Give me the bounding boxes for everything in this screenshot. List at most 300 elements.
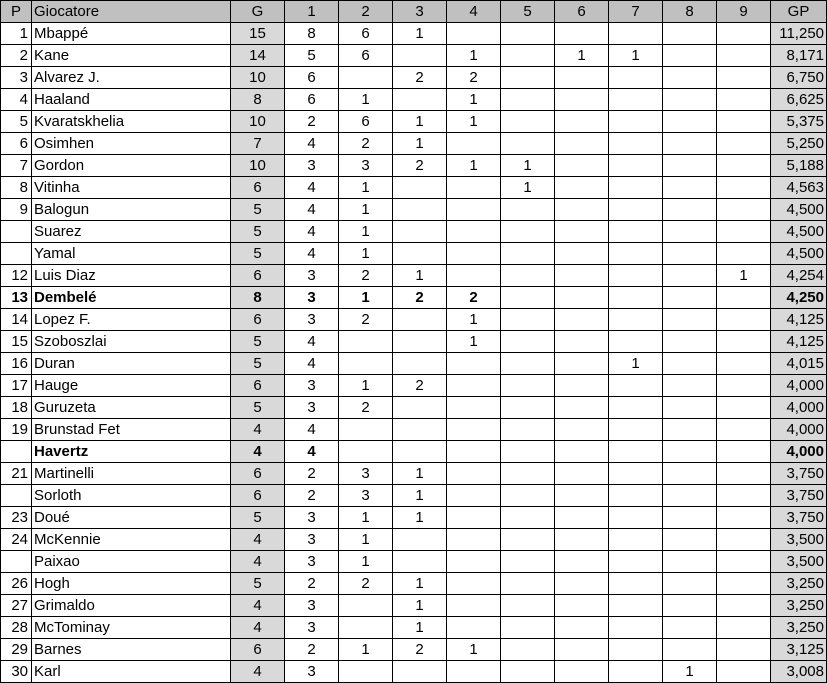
count-cell-2: 1 <box>339 287 393 309</box>
count-cell-7 <box>609 419 663 441</box>
count-cell-8 <box>663 89 717 111</box>
goals-cell: 5 <box>231 573 285 595</box>
count-cell-2 <box>339 595 393 617</box>
count-cell-7: 1 <box>609 45 663 67</box>
position-cell: 29 <box>1 639 32 661</box>
gp-cell: 3,125 <box>771 639 827 661</box>
count-cell-8 <box>663 133 717 155</box>
count-cell-7 <box>609 133 663 155</box>
count-cell-1: 4 <box>285 177 339 199</box>
count-cell-5 <box>501 551 555 573</box>
player-name-cell: Hogh <box>32 573 231 595</box>
count-cell-4 <box>447 177 501 199</box>
count-cell-7 <box>609 507 663 529</box>
table-body <box>1 23 827 683</box>
position-cell: 16 <box>1 353 32 375</box>
player-name-cell: Mbappé <box>32 23 231 45</box>
count-cell-3 <box>393 221 447 243</box>
count-cell-1: 3 <box>285 397 339 419</box>
count-cell-8 <box>663 397 717 419</box>
count-cell-3: 1 <box>393 617 447 639</box>
gp-cell: 4,000 <box>771 375 827 397</box>
goals-cell: 10 <box>231 67 285 89</box>
count-cell-5 <box>501 419 555 441</box>
count-cell-1: 3 <box>285 287 339 309</box>
count-cell-6 <box>555 507 609 529</box>
count-cell-9 <box>717 639 771 661</box>
gp-cell: 5,250 <box>771 133 827 155</box>
count-cell-9 <box>717 133 771 155</box>
position-cell: 13 <box>1 287 32 309</box>
count-cell-5 <box>501 507 555 529</box>
count-cell-5 <box>501 529 555 551</box>
gp-cell: 5,375 <box>771 111 827 133</box>
table-row <box>1 551 827 573</box>
player-name-cell: Suarez <box>32 221 231 243</box>
count-cell-1: 2 <box>285 485 339 507</box>
count-cell-9 <box>717 221 771 243</box>
count-cell-1: 2 <box>285 463 339 485</box>
count-cell-1: 3 <box>285 551 339 573</box>
count-cell-9: 1 <box>717 265 771 287</box>
header-goals: G <box>231 1 285 23</box>
count-cell-2: 1 <box>339 551 393 573</box>
count-cell-9 <box>717 353 771 375</box>
count-cell-6 <box>555 661 609 683</box>
position-cell <box>1 441 32 463</box>
count-cell-2 <box>339 67 393 89</box>
count-cell-2 <box>339 419 393 441</box>
count-cell-4: 1 <box>447 45 501 67</box>
goals-cell: 8 <box>231 89 285 111</box>
count-cell-1: 4 <box>285 243 339 265</box>
table-row <box>1 397 827 419</box>
count-cell-8 <box>663 353 717 375</box>
count-cell-4: 1 <box>447 331 501 353</box>
count-cell-3: 1 <box>393 133 447 155</box>
goals-cell: 10 <box>231 111 285 133</box>
count-cell-3 <box>393 177 447 199</box>
table-row <box>1 309 827 331</box>
count-cell-5 <box>501 243 555 265</box>
header-col-9: 9 <box>717 1 771 23</box>
player-name-cell: Grimaldo <box>32 595 231 617</box>
count-cell-1: 4 <box>285 441 339 463</box>
count-cell-3 <box>393 331 447 353</box>
player-name-cell: McKennie <box>32 529 231 551</box>
count-cell-3: 2 <box>393 639 447 661</box>
count-cell-6 <box>555 485 609 507</box>
count-cell-6 <box>555 375 609 397</box>
count-cell-5 <box>501 309 555 331</box>
count-cell-3 <box>393 397 447 419</box>
player-name-cell: Osimhen <box>32 133 231 155</box>
count-cell-4 <box>447 133 501 155</box>
table-row <box>1 529 827 551</box>
player-name-cell: Gordon <box>32 155 231 177</box>
count-cell-8 <box>663 573 717 595</box>
count-cell-3 <box>393 551 447 573</box>
count-cell-7 <box>609 243 663 265</box>
count-cell-8 <box>663 375 717 397</box>
count-cell-2: 1 <box>339 89 393 111</box>
player-name-cell: Szoboszlai <box>32 331 231 353</box>
count-cell-6: 1 <box>555 45 609 67</box>
position-cell: 19 <box>1 419 32 441</box>
count-cell-6 <box>555 243 609 265</box>
table-row <box>1 199 827 221</box>
position-cell: 23 <box>1 507 32 529</box>
player-name-cell: Dembelé <box>32 287 231 309</box>
count-cell-3 <box>393 309 447 331</box>
count-cell-8 <box>663 463 717 485</box>
count-cell-4 <box>447 441 501 463</box>
count-cell-7 <box>609 177 663 199</box>
count-cell-7 <box>609 617 663 639</box>
position-cell: 2 <box>1 45 32 67</box>
count-cell-4 <box>447 397 501 419</box>
table-row <box>1 89 827 111</box>
count-cell-4 <box>447 507 501 529</box>
table-row <box>1 353 827 375</box>
table-row <box>1 243 827 265</box>
position-cell: 21 <box>1 463 32 485</box>
count-cell-8 <box>663 485 717 507</box>
count-cell-9 <box>717 67 771 89</box>
gp-cell: 4,563 <box>771 177 827 199</box>
count-cell-3: 1 <box>393 485 447 507</box>
count-cell-4 <box>447 529 501 551</box>
goals-cell: 6 <box>231 639 285 661</box>
gp-cell: 4,000 <box>771 441 827 463</box>
count-cell-6 <box>555 595 609 617</box>
position-cell: 5 <box>1 111 32 133</box>
header-gp: GP <box>771 1 827 23</box>
count-cell-2: 1 <box>339 177 393 199</box>
count-cell-9 <box>717 617 771 639</box>
count-cell-3: 2 <box>393 67 447 89</box>
count-cell-6 <box>555 89 609 111</box>
count-cell-3: 1 <box>393 23 447 45</box>
count-cell-1: 4 <box>285 133 339 155</box>
count-cell-9 <box>717 111 771 133</box>
count-cell-1: 4 <box>285 353 339 375</box>
count-cell-4 <box>447 617 501 639</box>
player-name-cell: Haaland <box>32 89 231 111</box>
count-cell-7 <box>609 287 663 309</box>
position-cell: 7 <box>1 155 32 177</box>
count-cell-7 <box>609 463 663 485</box>
gp-cell: 4,000 <box>771 397 827 419</box>
count-cell-3: 1 <box>393 573 447 595</box>
count-cell-2: 6 <box>339 111 393 133</box>
count-cell-6 <box>555 221 609 243</box>
header-col-5: 5 <box>501 1 555 23</box>
count-cell-4: 2 <box>447 287 501 309</box>
count-cell-8 <box>663 23 717 45</box>
count-cell-5 <box>501 639 555 661</box>
table-row <box>1 463 827 485</box>
position-cell: 27 <box>1 595 32 617</box>
player-name-cell: Kane <box>32 45 231 67</box>
count-cell-5 <box>501 23 555 45</box>
count-cell-2 <box>339 331 393 353</box>
count-cell-5 <box>501 441 555 463</box>
count-cell-4 <box>447 221 501 243</box>
count-cell-8 <box>663 419 717 441</box>
count-cell-8 <box>663 639 717 661</box>
position-cell: 18 <box>1 397 32 419</box>
table-row <box>1 155 827 177</box>
count-cell-1: 3 <box>285 529 339 551</box>
gp-cell: 3,750 <box>771 507 827 529</box>
count-cell-4: 2 <box>447 67 501 89</box>
count-cell-3 <box>393 661 447 683</box>
count-cell-9 <box>717 551 771 573</box>
table-row <box>1 67 827 89</box>
count-cell-2: 1 <box>339 221 393 243</box>
count-cell-1: 6 <box>285 89 339 111</box>
count-cell-7 <box>609 221 663 243</box>
count-cell-8 <box>663 199 717 221</box>
count-cell-4 <box>447 199 501 221</box>
header-position: P <box>1 1 32 23</box>
count-cell-6 <box>555 23 609 45</box>
count-cell-4: 1 <box>447 111 501 133</box>
count-cell-7 <box>609 639 663 661</box>
count-cell-9 <box>717 287 771 309</box>
gp-cell: 4,500 <box>771 199 827 221</box>
count-cell-4 <box>447 243 501 265</box>
table-row <box>1 331 827 353</box>
position-cell: 12 <box>1 265 32 287</box>
gp-cell: 3,750 <box>771 485 827 507</box>
count-cell-9 <box>717 177 771 199</box>
count-cell-1: 4 <box>285 199 339 221</box>
gp-cell: 4,125 <box>771 331 827 353</box>
count-cell-9 <box>717 529 771 551</box>
table-row <box>1 661 827 683</box>
count-cell-7 <box>609 67 663 89</box>
gp-cell: 4,500 <box>771 221 827 243</box>
count-cell-8 <box>663 265 717 287</box>
header-col-4: 4 <box>447 1 501 23</box>
count-cell-5 <box>501 397 555 419</box>
count-cell-6 <box>555 529 609 551</box>
count-cell-5 <box>501 661 555 683</box>
count-cell-7 <box>609 485 663 507</box>
player-name-cell: Sorloth <box>32 485 231 507</box>
count-cell-5: 1 <box>501 155 555 177</box>
player-name-cell: Paixao <box>32 551 231 573</box>
gp-cell: 6,625 <box>771 89 827 111</box>
count-cell-2: 2 <box>339 265 393 287</box>
count-cell-9 <box>717 309 771 331</box>
count-cell-1: 6 <box>285 67 339 89</box>
count-cell-6 <box>555 287 609 309</box>
header-col-7: 7 <box>609 1 663 23</box>
gp-cell: 3,250 <box>771 573 827 595</box>
count-cell-9 <box>717 485 771 507</box>
position-cell: 4 <box>1 89 32 111</box>
table-row <box>1 23 827 45</box>
count-cell-1: 4 <box>285 331 339 353</box>
count-cell-5 <box>501 199 555 221</box>
count-cell-4 <box>447 375 501 397</box>
position-cell: 24 <box>1 529 32 551</box>
count-cell-9 <box>717 331 771 353</box>
position-cell: 8 <box>1 177 32 199</box>
count-cell-7 <box>609 111 663 133</box>
count-cell-7 <box>609 375 663 397</box>
table-row <box>1 265 827 287</box>
count-cell-4 <box>447 595 501 617</box>
position-cell: 15 <box>1 331 32 353</box>
goals-cell: 6 <box>231 265 285 287</box>
goals-cell: 4 <box>231 419 285 441</box>
count-cell-3: 2 <box>393 375 447 397</box>
count-cell-6 <box>555 397 609 419</box>
goals-cell: 5 <box>231 331 285 353</box>
count-cell-7 <box>609 309 663 331</box>
gp-cell: 3,750 <box>771 463 827 485</box>
count-cell-6 <box>555 639 609 661</box>
goals-cell: 4 <box>231 617 285 639</box>
count-cell-2: 6 <box>339 45 393 67</box>
count-cell-3 <box>393 199 447 221</box>
count-cell-5 <box>501 89 555 111</box>
gp-cell: 4,254 <box>771 265 827 287</box>
gp-cell: 3,008 <box>771 661 827 683</box>
gp-cell: 3,250 <box>771 617 827 639</box>
gp-cell: 4,500 <box>771 243 827 265</box>
count-cell-3 <box>393 243 447 265</box>
count-cell-2: 1 <box>339 199 393 221</box>
count-cell-7 <box>609 89 663 111</box>
count-cell-7 <box>609 441 663 463</box>
header-row <box>1 1 827 23</box>
goals-cell: 6 <box>231 177 285 199</box>
header-col-1: 1 <box>285 1 339 23</box>
count-cell-8 <box>663 441 717 463</box>
table-row <box>1 419 827 441</box>
player-name-cell: Havertz <box>32 441 231 463</box>
count-cell-8 <box>663 45 717 67</box>
player-name-cell: Yamal <box>32 243 231 265</box>
count-cell-9 <box>717 507 771 529</box>
count-cell-4 <box>447 353 501 375</box>
count-cell-8 <box>663 177 717 199</box>
count-cell-3 <box>393 441 447 463</box>
count-cell-9 <box>717 441 771 463</box>
gp-cell: 5,188 <box>771 155 827 177</box>
count-cell-5 <box>501 265 555 287</box>
count-cell-7 <box>609 331 663 353</box>
goals-cell: 5 <box>231 507 285 529</box>
player-name-cell: Lopez F. <box>32 309 231 331</box>
player-name-cell: Alvarez J. <box>32 67 231 89</box>
count-cell-8 <box>663 595 717 617</box>
count-cell-4: 1 <box>447 155 501 177</box>
count-cell-7 <box>609 551 663 573</box>
count-cell-2: 1 <box>339 507 393 529</box>
table-row <box>1 595 827 617</box>
position-cell <box>1 485 32 507</box>
goals-cell: 5 <box>231 353 285 375</box>
goals-cell: 15 <box>231 23 285 45</box>
table-row <box>1 133 827 155</box>
count-cell-2: 2 <box>339 397 393 419</box>
count-cell-4 <box>447 23 501 45</box>
position-cell: 17 <box>1 375 32 397</box>
count-cell-3: 2 <box>393 287 447 309</box>
player-name-cell: Barnes <box>32 639 231 661</box>
gp-cell: 6,750 <box>771 67 827 89</box>
count-cell-1: 3 <box>285 507 339 529</box>
count-cell-9 <box>717 23 771 45</box>
goals-cell: 6 <box>231 463 285 485</box>
player-name-cell: Vitinha <box>32 177 231 199</box>
count-cell-6 <box>555 419 609 441</box>
count-cell-3: 1 <box>393 595 447 617</box>
count-cell-5 <box>501 111 555 133</box>
count-cell-5 <box>501 133 555 155</box>
position-cell: 6 <box>1 133 32 155</box>
player-name-cell: McTominay <box>32 617 231 639</box>
count-cell-5 <box>501 463 555 485</box>
count-cell-1: 8 <box>285 23 339 45</box>
count-cell-9 <box>717 89 771 111</box>
count-cell-1: 3 <box>285 309 339 331</box>
gp-cell: 3,500 <box>771 529 827 551</box>
count-cell-2 <box>339 617 393 639</box>
count-cell-5 <box>501 595 555 617</box>
count-cell-3: 1 <box>393 507 447 529</box>
header-player: Giocatore <box>32 1 231 23</box>
count-cell-6 <box>555 155 609 177</box>
count-cell-6 <box>555 353 609 375</box>
count-cell-4 <box>447 419 501 441</box>
goals-cell: 5 <box>231 221 285 243</box>
count-cell-5 <box>501 221 555 243</box>
count-cell-3: 1 <box>393 111 447 133</box>
goals-cell: 6 <box>231 485 285 507</box>
goals-cell: 5 <box>231 199 285 221</box>
count-cell-5 <box>501 617 555 639</box>
gp-cell: 4,015 <box>771 353 827 375</box>
count-cell-2: 3 <box>339 155 393 177</box>
count-cell-8: 1 <box>663 661 717 683</box>
count-cell-4 <box>447 661 501 683</box>
count-cell-9 <box>717 573 771 595</box>
count-cell-2: 3 <box>339 485 393 507</box>
goals-cell: 4 <box>231 441 285 463</box>
table-row <box>1 287 827 309</box>
header-col-8: 8 <box>663 1 717 23</box>
count-cell-1: 3 <box>285 155 339 177</box>
goals-cell: 4 <box>231 529 285 551</box>
position-cell <box>1 243 32 265</box>
position-cell: 26 <box>1 573 32 595</box>
count-cell-7 <box>609 23 663 45</box>
count-cell-6 <box>555 265 609 287</box>
count-cell-7 <box>609 265 663 287</box>
count-cell-4: 1 <box>447 309 501 331</box>
position-cell: 14 <box>1 309 32 331</box>
position-cell: 28 <box>1 617 32 639</box>
count-cell-9 <box>717 661 771 683</box>
count-cell-2: 2 <box>339 133 393 155</box>
